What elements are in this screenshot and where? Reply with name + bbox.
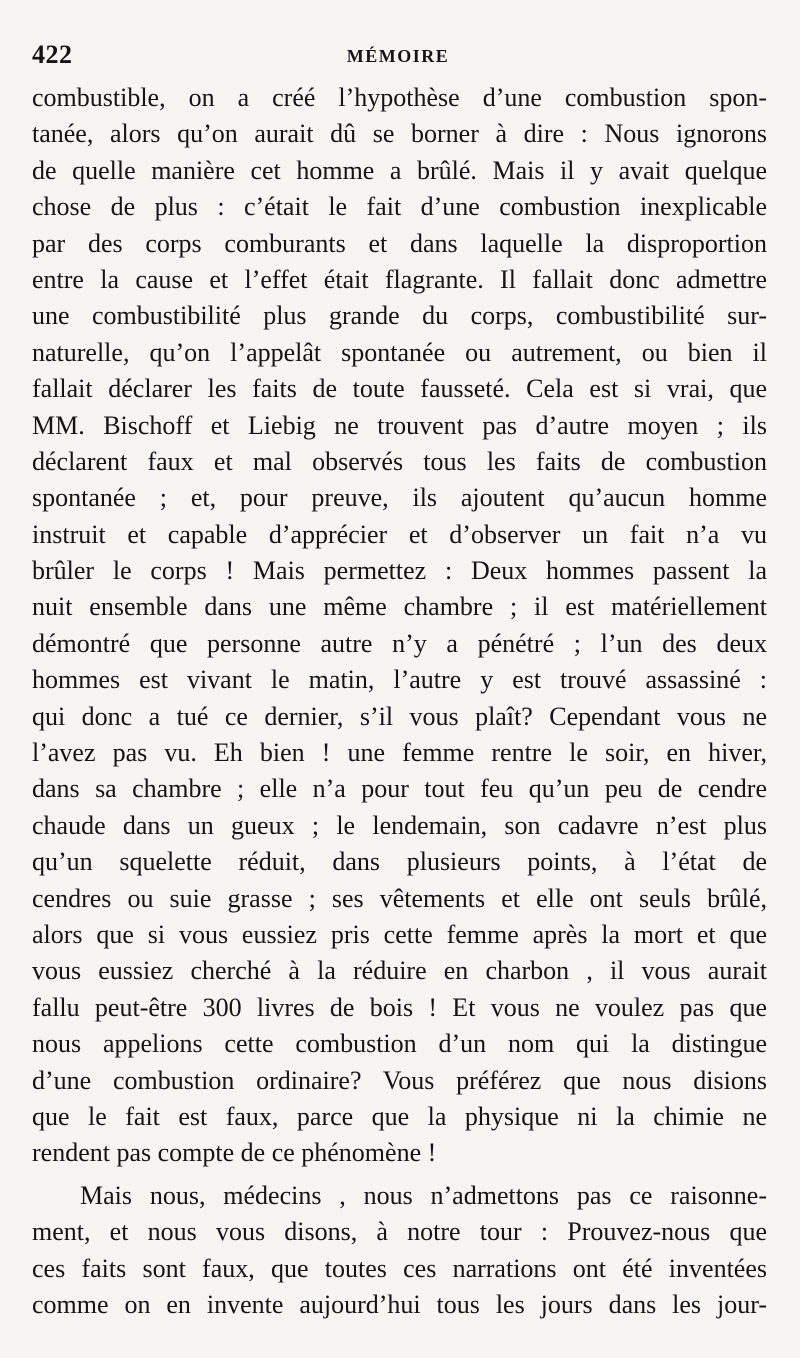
text-line: nous appelions cette combustion d’un nom qui la distingue	[32, 1029, 767, 1059]
text-line: instruit et capable d’apprécier et d’observer un fait n’a vu	[32, 519, 767, 549]
text-line: fallait déclarer les faits de toute fausseté. Cela est si vrai, que	[32, 374, 767, 404]
text-line: vous eussiez cherché à la réduire en charbon , il vous aurait	[32, 956, 767, 986]
running-head: MÉMOIRE	[346, 46, 450, 66]
text-line: ces faits sont faux, que toutes ces narrations ont été inventées	[32, 1253, 767, 1283]
text-line: qu’un squelette réduit, dans plusieurs points, à l’état de	[32, 847, 767, 877]
text-line: entre la cause et l’effet était flagrante. Il fallait donc admettre	[32, 264, 767, 294]
text-line: MM. Bischoff et Liebig ne trouvent pas d’autre moyen ; ils	[32, 410, 767, 440]
text-line: par des corps comburants et dans laquelle la disproportion	[32, 228, 767, 258]
body-text	[32, 80, 767, 1323]
text-line: naturelle, qu’on l’appelât spontanée ou autrement, ou bien il	[32, 337, 767, 367]
text-line: hommes est vivant le matin, l’autre y est trouvé assassiné :	[32, 665, 767, 695]
text-line: Mais nous, médecins , nous n’admettons pas ce raisonne-	[80, 1180, 767, 1210]
text-line: comme on en invente aujourd’hui tous les jours dans les jour-	[32, 1289, 767, 1319]
text-line: combustible, on a créé l’hypothèse d’une combustion spon-	[32, 83, 767, 112]
text-line: une combustibilité plus grande du corps, combustibilité sur-	[32, 301, 767, 331]
text-line: qui donc a tué ce dernier, s’il vous plaît? Cependant vous ne	[32, 701, 767, 731]
text-line: dans sa chambre ; elle n’a pour tout feu qu’un peu de cendre	[32, 774, 767, 804]
text-line: déclarent faux et mal observés tous les faits de combustion	[32, 446, 767, 476]
text-line: d’une combustion ordinaire? Vous préférez que nous disions	[32, 1065, 767, 1095]
page-header	[32, 40, 764, 80]
text-line: cendres ou suie grasse ; ses vêtements et elle ont seuls brûlé,	[32, 883, 767, 913]
paragraph-2	[32, 1178, 767, 1324]
text-line: spontanée ; et, pour preuve, ils ajoutent qu’aucun homme	[32, 483, 767, 513]
text-line: que le fait est faux, parce que la physique ni la chimie ne	[32, 1101, 767, 1131]
paragraph-1	[32, 80, 767, 1172]
text-line: fallu peut-être 300 livres de bois ! Et vous ne voulez pas que	[32, 992, 767, 1022]
text-line: démontré que personne autre n’y a pénétré ; l’un des deux	[32, 628, 767, 658]
text-line: l’avez pas vu. Eh bien ! une femme rentre le soir, en hiver,	[32, 738, 767, 768]
text-line: nuit ensemble dans une même chambre ; il est matériellement	[32, 592, 767, 622]
text-line: ment, et nous vous disons, à notre tour : Prouvez-nous que	[32, 1217, 767, 1247]
text-line: brûler le corps ! Mais permettez : Deux hommes passent la	[32, 556, 767, 586]
text-line: de quelle manière cet homme a brûlé. Mais il y avait quelque	[32, 155, 767, 185]
text-line: chose de plus : c’était le fait d’une combustion inexplicable	[32, 192, 767, 222]
text-line: alors que si vous eussiez pris cette femme après la mort et que	[32, 919, 767, 949]
text-line: tanée, alors qu’on aurait dû se borner à dire : Nous ignorons	[32, 119, 767, 149]
text-line: chaude dans un gueux ; le lendemain, son cadavre n’est plus	[32, 810, 767, 840]
text-line: rendent pas compte de ce phénomène !	[32, 1138, 437, 1168]
page-number: 422	[32, 40, 73, 69]
